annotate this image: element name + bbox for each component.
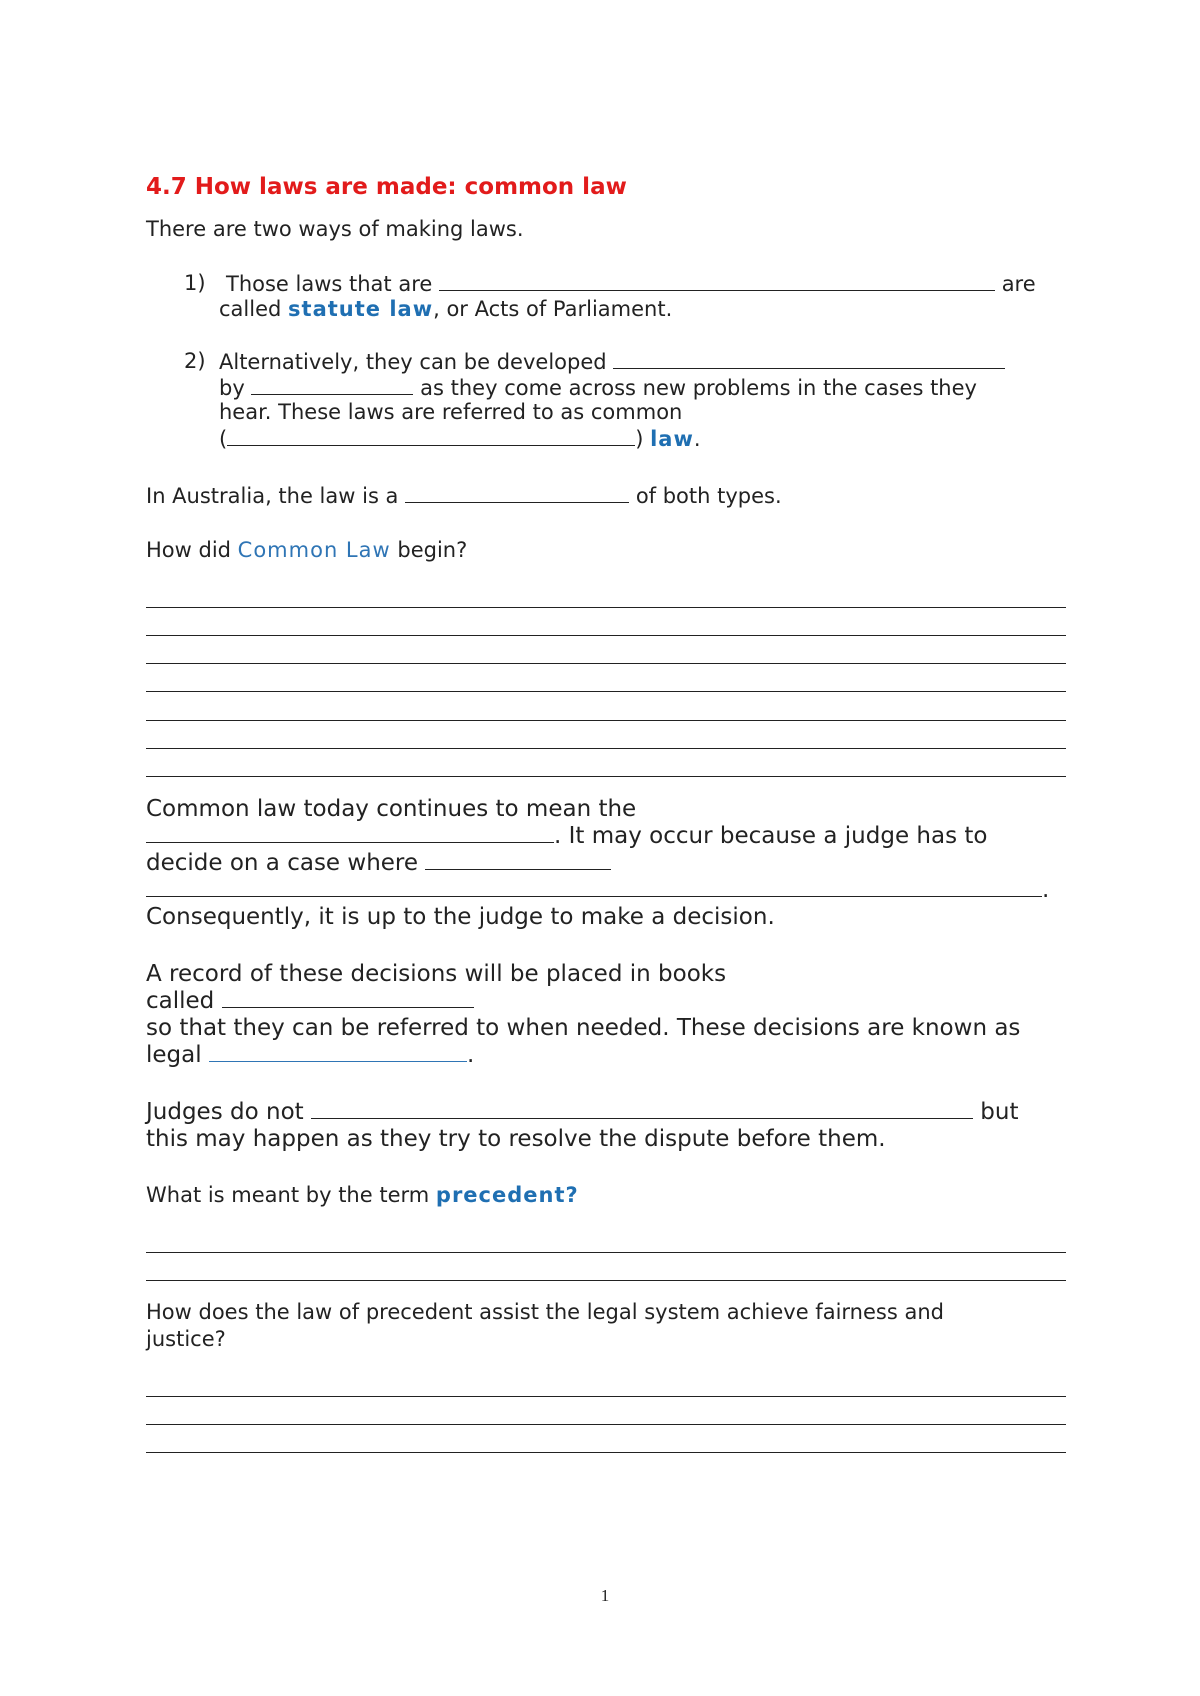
item2-blank-2[interactable] xyxy=(251,374,413,395)
australia-line xyxy=(146,482,782,509)
item2-text-a: Alternatively, they can be developed xyxy=(219,350,607,374)
item2-line3: hear. These laws are referred to as common xyxy=(219,400,683,424)
item2-number: 2) xyxy=(184,349,206,373)
record-text-4-end: . xyxy=(466,1042,475,1068)
answer-line[interactable] xyxy=(146,1252,1066,1253)
answer-line[interactable] xyxy=(146,635,1066,636)
item1-text-d: , or Acts of Parliament. xyxy=(433,297,673,321)
answer-line[interactable] xyxy=(146,1396,1066,1397)
item2-text-c: as they come across new problems in the cases they xyxy=(420,376,977,400)
question-common-law xyxy=(146,537,467,563)
answer-line[interactable] xyxy=(146,720,1066,721)
answer-line[interactable] xyxy=(146,1280,1066,1281)
judges-text-a: Judges do not xyxy=(146,1099,304,1125)
page-number: 1 xyxy=(600,1586,610,1605)
australia-text-b: of both types. xyxy=(635,484,782,508)
question-precedent xyxy=(146,1182,579,1208)
item2-text-f: ) xyxy=(635,427,644,451)
answer-line[interactable] xyxy=(146,748,1066,749)
answer-line[interactable] xyxy=(146,1424,1066,1425)
common-today-text-4: . xyxy=(1042,877,1050,903)
question-fairness-line2: justice? xyxy=(146,1327,226,1351)
item2-text-g: . xyxy=(693,427,701,451)
item2-line2 xyxy=(219,374,977,401)
item1-line1 xyxy=(226,270,1036,297)
common-today-line5: Consequently, it is up to the judge to make a decision. xyxy=(146,904,775,930)
common-today-blank-3[interactable] xyxy=(146,876,1042,897)
record-line2 xyxy=(146,987,474,1015)
answer-line[interactable] xyxy=(146,776,1066,777)
record-text-2: called xyxy=(146,988,215,1014)
record-line4 xyxy=(146,1041,474,1069)
item1-text-b: are xyxy=(1001,272,1036,296)
common-law-keyword: Common Law xyxy=(237,538,391,562)
law-keyword: law xyxy=(650,427,694,451)
answer-line[interactable] xyxy=(146,691,1066,692)
item2-blank-3[interactable] xyxy=(227,425,635,446)
judges-blank[interactable] xyxy=(311,1098,973,1119)
record-line1: A record of these decisions will be placed in books xyxy=(146,961,727,987)
item1-blank[interactable] xyxy=(439,270,995,291)
item2-text-b: by xyxy=(219,376,245,400)
judges-text-b: but xyxy=(980,1099,1019,1125)
common-today-text-2: . It may occur because a judge has to xyxy=(554,823,988,849)
record-blank-1[interactable] xyxy=(222,987,474,1008)
item1-text-c: called xyxy=(219,297,282,321)
item2-text-e: ( xyxy=(219,427,228,451)
item2-blank-1[interactable] xyxy=(613,348,1005,369)
q1-text-a: How did xyxy=(146,538,231,562)
page-title: 4.7 How laws are made: common law xyxy=(146,174,627,200)
item2-line4 xyxy=(219,425,701,452)
record-text-4: legal xyxy=(146,1042,202,1068)
q2-text: What is meant by the term xyxy=(146,1183,430,1207)
item2-line1 xyxy=(219,348,1005,375)
item1-number: 1) xyxy=(184,271,206,295)
intro-text: There are two ways of making laws. xyxy=(146,217,524,241)
answer-line[interactable] xyxy=(146,663,1066,664)
common-today-blank-1[interactable] xyxy=(146,822,554,843)
australia-blank[interactable] xyxy=(405,482,629,503)
common-today-line4 xyxy=(146,876,1049,904)
record-blank-2[interactable] xyxy=(209,1041,467,1062)
judges-line1 xyxy=(146,1098,1018,1126)
common-today-line3 xyxy=(146,849,611,877)
statute-law-keyword: statute law xyxy=(288,297,434,321)
answer-line[interactable] xyxy=(146,1452,1066,1453)
common-today-text-3: decide on a case where xyxy=(146,850,419,876)
common-today-line2 xyxy=(146,822,987,850)
precedent-keyword: precedent? xyxy=(435,1183,579,1207)
record-line3: so that they can be referred to when needed. These decisions are known as xyxy=(146,1015,1021,1041)
australia-text-a: In Australia, the law is a xyxy=(146,484,399,508)
item1-text-a: Those laws that are xyxy=(226,272,433,296)
common-today-blank-2[interactable] xyxy=(425,849,611,870)
common-today-line1: Common law today continues to mean the xyxy=(146,796,637,822)
q1-text-b: begin? xyxy=(397,538,468,562)
judges-line2: this may happen as they try to resolve the dispute before them. xyxy=(146,1126,886,1152)
question-fairness-line1: How does the law of precedent assist the legal system achieve fairness and xyxy=(146,1300,944,1324)
item1-line2 xyxy=(219,296,672,322)
answer-line[interactable] xyxy=(146,607,1066,608)
